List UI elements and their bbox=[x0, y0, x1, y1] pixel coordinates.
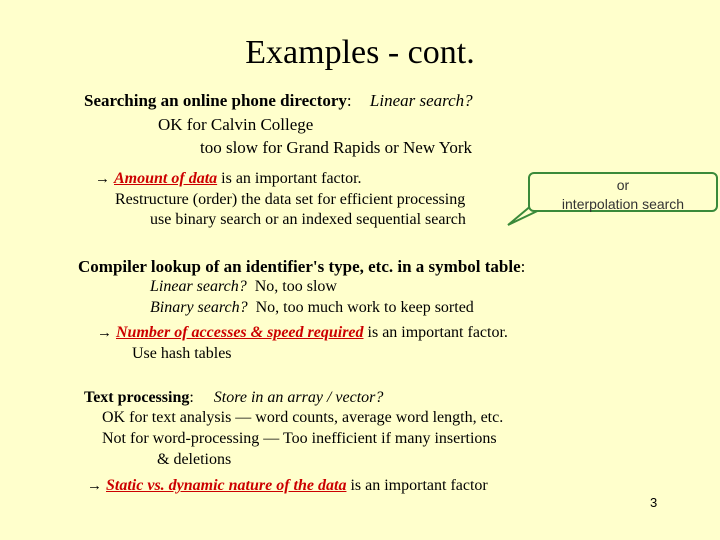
section2-heading: Compiler lookup of an identifier's type, etc. in a symbol table bbox=[78, 257, 521, 276]
right-arrow-icon: → bbox=[95, 171, 110, 187]
section3-question: Store in an array / vector? bbox=[213, 389, 384, 406]
section2-factor-highlight: Number of accesses & speed required bbox=[116, 324, 364, 341]
section2-factor-rest: is an important factor. bbox=[363, 324, 508, 341]
section2-factor bbox=[97, 324, 508, 342]
section1-line2: too slow for Grand Rapids or New York bbox=[200, 138, 472, 157]
section3-factor-highlight: Static vs. dynamic nature of the data bbox=[106, 477, 347, 494]
section2-line2 bbox=[150, 299, 474, 317]
section1-line1: OK for Calvin College bbox=[158, 115, 314, 134]
section1-factor-rest: is an important factor. bbox=[217, 170, 362, 187]
section3-heading: Text processing bbox=[84, 389, 190, 406]
section2-a2: No, too much work to keep sorted bbox=[255, 299, 474, 316]
section3-heading-line bbox=[84, 389, 383, 407]
section3-line1: OK for text analysis — word counts, average word length, etc. bbox=[102, 409, 504, 426]
section2-q1: Linear search? bbox=[150, 278, 247, 295]
section1-factor-highlight: Amount of data bbox=[114, 170, 218, 187]
section2-a1: No, too slow bbox=[254, 278, 337, 295]
page-number: 3 bbox=[650, 495, 658, 510]
section2-heading-line bbox=[78, 257, 525, 277]
section3-colon: : bbox=[189, 389, 194, 406]
section3-line3: & deletions bbox=[157, 451, 232, 468]
callout-line2: interpolation search bbox=[561, 196, 685, 212]
section1-heading-line bbox=[84, 91, 473, 111]
section2-line3: Use hash tables bbox=[132, 345, 232, 362]
section1-heading: Searching an online phone directory bbox=[84, 91, 347, 110]
slide-title: Examples - cont. bbox=[245, 34, 475, 71]
right-arrow-icon: → bbox=[97, 325, 112, 341]
section3-line2: Not for word-processing — Too inefficient if many insertions bbox=[102, 430, 497, 447]
callout-box bbox=[528, 172, 718, 212]
section3-factor bbox=[87, 477, 488, 495]
section1-factor bbox=[95, 170, 362, 188]
section1-line3: Restructure (order) the data set for efficient processing bbox=[115, 191, 466, 208]
right-arrow-icon: → bbox=[87, 478, 102, 494]
callout-line1: or bbox=[616, 177, 630, 193]
section2-line1 bbox=[150, 278, 337, 296]
section2-q2: Binary search? bbox=[150, 299, 248, 316]
section2-colon: : bbox=[520, 257, 526, 276]
section1-line4: use binary search or an indexed sequential search bbox=[150, 211, 466, 228]
section3-factor-rest: is an important factor bbox=[346, 477, 488, 494]
section1-question: Linear search? bbox=[369, 91, 473, 110]
section1-colon: : bbox=[346, 91, 352, 110]
